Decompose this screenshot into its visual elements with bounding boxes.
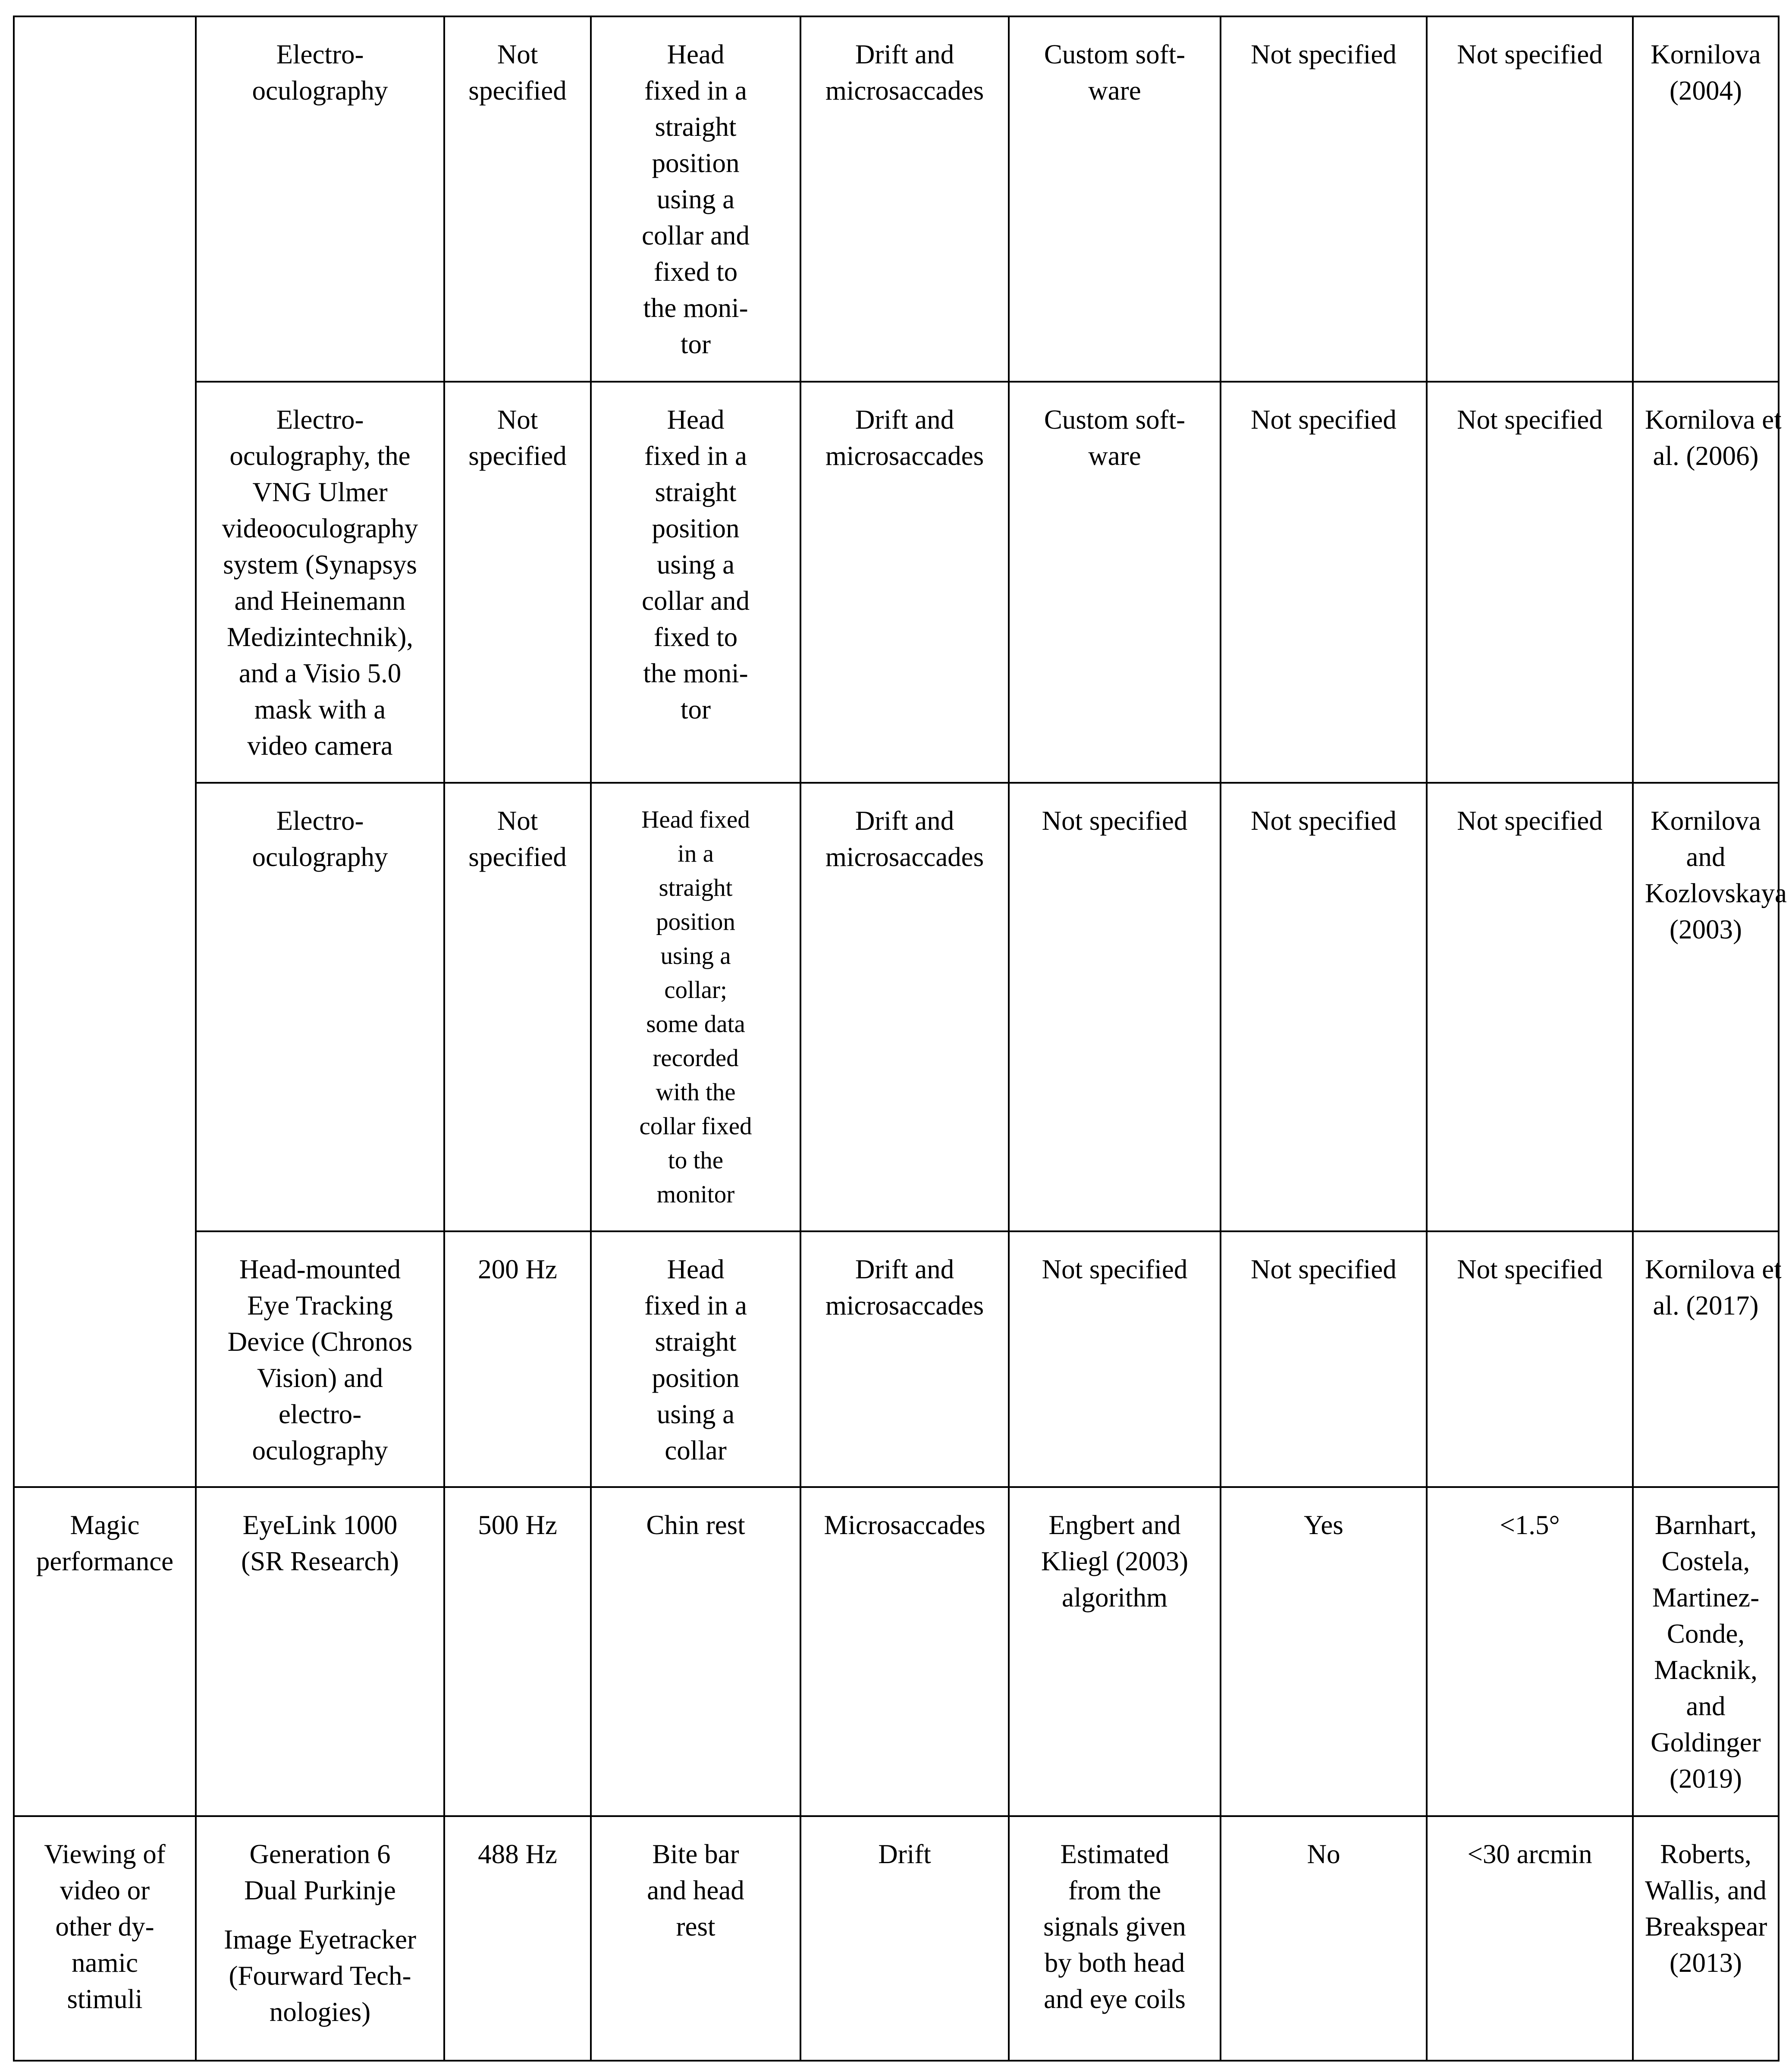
eye-tracking-studies-table <box>13 16 1787 2062</box>
device-cell: Electro- oculography, the VNG Ulmer videooculography system (Synapsys and Heinemann Medizintechnik), and a Visio 5.0 mask with a video camera <box>196 382 444 783</box>
calibration-cell: Not specified <box>1221 1231 1427 1487</box>
table-row <box>14 1487 1779 1816</box>
sampling-rate-cell: 500 Hz <box>444 1487 591 1816</box>
reference-cell: Kornilova et al. (2017) <box>1633 1231 1779 1487</box>
table-row <box>14 16 1779 382</box>
head-stabilization-cell: Head fixed in a straight position using a collar and fixed to the moni- tor <box>591 16 800 382</box>
eye-movement-type-cell: Drift and microsaccades <box>800 382 1009 783</box>
device-cell: Electro- oculography <box>196 16 444 382</box>
reference-cell: Kornilova (2004) <box>1633 16 1779 382</box>
accuracy-cell: Not specified <box>1427 1231 1633 1487</box>
head-stabilization-cell: Head fixed in a straight position using a collar <box>591 1231 800 1487</box>
sampling-rate-cell: Not specified <box>444 382 591 783</box>
device-cell: Generation 6 Dual Purkinje Image Eyetracker (Fourward Tech- nologies) <box>196 1816 444 2061</box>
eye-movement-type-cell: Drift and microsaccades <box>800 783 1009 1231</box>
calibration-cell: Not specified <box>1221 783 1427 1231</box>
detection-method-cell: Not specified <box>1009 783 1221 1231</box>
detection-method-cell: Engbert and Kliegl (2003) algorithm <box>1009 1487 1221 1816</box>
detection-method-cell: Custom soft- ware <box>1009 382 1221 783</box>
sampling-rate-cell: 200 Hz <box>444 1231 591 1487</box>
category-cell: Magic performance <box>14 1487 196 1816</box>
head-stabilization-cell: Head fixed in a straight position using a collar and fixed to the moni- tor <box>591 382 800 783</box>
eye-movement-type-cell: Drift <box>800 1816 1009 2061</box>
reference-cell: Roberts, Wallis, and Breakspear (2013) <box>1633 1816 1779 2061</box>
device-cell: Head-mounted Eye Tracking Device (Chronos Vision) and electro- oculography <box>196 1231 444 1487</box>
sampling-rate-cell: Not specified <box>444 16 591 382</box>
calibration-cell: Yes <box>1221 1487 1427 1816</box>
accuracy-cell: <1.5° <box>1427 1487 1633 1816</box>
sampling-rate-cell: 488 Hz <box>444 1816 591 2061</box>
reference-cell: Barnhart, Costela, Martinez- Conde, Macknik, and Goldinger (2019) <box>1633 1487 1779 1816</box>
detection-method-cell: Not specified <box>1009 1231 1221 1487</box>
head-stabilization-cell: Head fixed in a straight position using a collar; some data recorded with the collar fixed to the monitor <box>591 783 800 1231</box>
sampling-rate-cell: Not specified <box>444 783 591 1231</box>
accuracy-cell: Not specified <box>1427 783 1633 1231</box>
reference-cell: Kornilova and Kozlovskaya (2003) <box>1633 783 1779 1231</box>
eye-movement-type-cell: Microsaccades <box>800 1487 1009 1816</box>
calibration-cell: Not specified <box>1221 16 1427 382</box>
head-stabilization-cell: Chin rest <box>591 1487 800 1816</box>
accuracy-cell: <30 arcmin <box>1427 1816 1633 2061</box>
detection-method-cell: Custom soft- ware <box>1009 16 1221 382</box>
eye-movement-type-cell: Drift and microsaccades <box>800 1231 1009 1487</box>
device-cell: Electro- oculography <box>196 783 444 1231</box>
head-stabilization-cell: Bite bar and head rest <box>591 1816 800 2061</box>
detection-method-cell: Estimated from the signals given by both head and eye coils <box>1009 1816 1221 2061</box>
reference-cell: Kornilova et al. (2006) <box>1633 382 1779 783</box>
category-cell <box>14 16 196 1487</box>
table-row <box>14 382 1779 783</box>
eye-movement-type-cell: Drift and microsaccades <box>800 16 1009 382</box>
calibration-cell: No <box>1221 1816 1427 2061</box>
category-cell: Viewing of video or other dy- namic stimuli <box>14 1816 196 2061</box>
table-row <box>14 783 1779 1231</box>
accuracy-cell: Not specified <box>1427 382 1633 783</box>
device-cell: EyeLink 1000 (SR Research) <box>196 1487 444 1816</box>
table-row <box>14 1816 1779 2061</box>
table-row <box>14 1231 1779 1487</box>
calibration-cell: Not specified <box>1221 382 1427 783</box>
accuracy-cell: Not specified <box>1427 16 1633 382</box>
